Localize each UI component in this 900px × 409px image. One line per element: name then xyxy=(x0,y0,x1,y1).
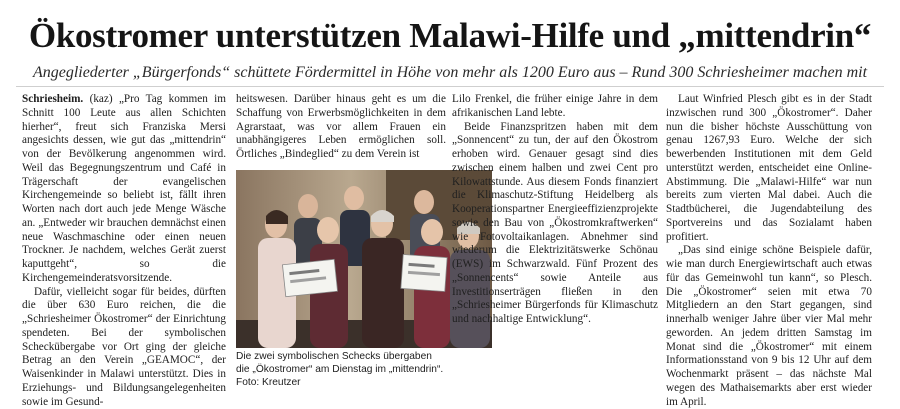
divider xyxy=(16,86,884,87)
paragraph xyxy=(22,93,226,286)
paragraph: Lilo Frenkel, die früher einige Jahre in dem afrikanischen Land lebte. xyxy=(452,93,658,121)
column-3 xyxy=(452,93,658,327)
paragraph: Laut Winfried Plesch gibt es in der Stadt inzwischen rund 300 „Ökostromer“. Daher nun die bisher höchste Ausschüttung von genau 1267,93 Euro. Welche der sich bewerbenden Institutionen mit dem Geld unterstützt werden, entscheidet eine Online-Abstimmung. Die „Malawi-Hilfe“ war nun bereits zum vierten Mal dabei. Auch die Stadtbücherei, die Jugendabteilung des Sportvereins und das Sozialamt haben profitiert. xyxy=(666,93,872,244)
paragraph-text: (kaz) „Pro Tag kommen im Schnitt 100 Leute aus allen Schichten hierher“, freut sich Franziska Mersi angesichts dessen, wie gut das „mittendrin“ von der Bevölkerung angenommen wird. Weil das Begegnungszentrum und Café in Trägerschaft der evangelischen Kirchengemeinde so beliebt ist, fällt ihren Worten nach dort auch jede Menge Wäsche an. „Entweder wir brauchen demnächst einen neue Waschmaschine oder einen neuen Trockner. Je nachdem, welches Gerät zuerst kaputtgeht“, so die Kirchengemeinderatsvorsitzende. xyxy=(22,93,226,284)
photo-caption: Die zwei symbolischen Schecks übergaben die „Ökostromer“ am Dienstag im „mittendrin“. Foto: Kreutzer xyxy=(236,350,448,389)
paragraph: Dafür, vielleicht sogar für beides, dürften die über 630 Euro reichen, die die „Schriesheimer Ökostromer“ der Einrichtung spendeten. Bei der symbolischen Scheckübergabe vor Ort ging der gleiche Betrag an den Verein „GEAMOC“, der Waisenkinder in Malawi unterstützt. Dies in Erziehungs- und Bildungsangelegenheiten sowie im Gesund- xyxy=(22,286,226,409)
column-1 xyxy=(22,93,226,409)
subheadline: Angegliederter „Bürgerfonds“ schüttete Fördermittel in Höhe von mehr als 1200 Euro aus – Rund 300 Schriesheimer machen mit xyxy=(0,63,900,83)
check-right xyxy=(401,255,447,292)
paragraph: heitswesen. Darüber hinaus geht es um die Schaffung von Erwerbsmöglichkeiten in dem Agrarstaat, was vor allem Frauen ein unabhängigeres Leben ermöglichen soll. Örtliches „Bindeglied“ zu dem Verein ist xyxy=(236,93,446,162)
paragraph: Beide Finanzspritzen haben mit dem „Sonnencent“ zu tun, der auf den Ökostrom erhoben wird. Genauer gesagt sind dies zwischen einem halben und zwei Cent pro Kilowattstunde. Aus diesem Fonds finanziert die Klimaschutz-Stiftung Heidelberg als Kooperationspartner Energieeffizienzprojekte sowie den Bau von „Ökostromkraftwerken“ wie Fotovoltaikanlagen. Abnehmer sind wiederum die Elektrizitätswerke Schönau (EWS) im Schwarzwald. Fünf Prozent des „Sonnencents“ sowie Anteile aus Investitionserträgen fließen in den „Schriesheimer Bürgerfonds für Klimaschutz und nachhaltige Entwicklung“. xyxy=(452,121,658,327)
column-4 xyxy=(666,93,872,409)
check-left xyxy=(282,259,337,296)
paragraph: „Das sind einige schöne Beispiele dafür, wie man durch Energiewirtschaft auch etwas für das Gemeinwohl tun kann“, so Plesch. Die „Ökostromer“ seien mit etwa 70 Mitgliedern an den Start gegangen, sind innerhalb weniger Jahre über vier Mal mehr geworden. An jedem dritten Samstag im Monat sind die „Ökostromer“ mit einem Informationsstand von 9 bis 12 Uhr auf dem Wochenmarkt präsent – das nächste Mal wegen des Mathaisemarkts aber erst wieder im April. xyxy=(666,244,872,409)
dateline: Schriesheim. xyxy=(22,93,83,105)
headline: Ökostromer unterstützen Malawi-Hilfe und „mittendrin“ xyxy=(0,16,900,56)
column-2 xyxy=(236,93,446,163)
